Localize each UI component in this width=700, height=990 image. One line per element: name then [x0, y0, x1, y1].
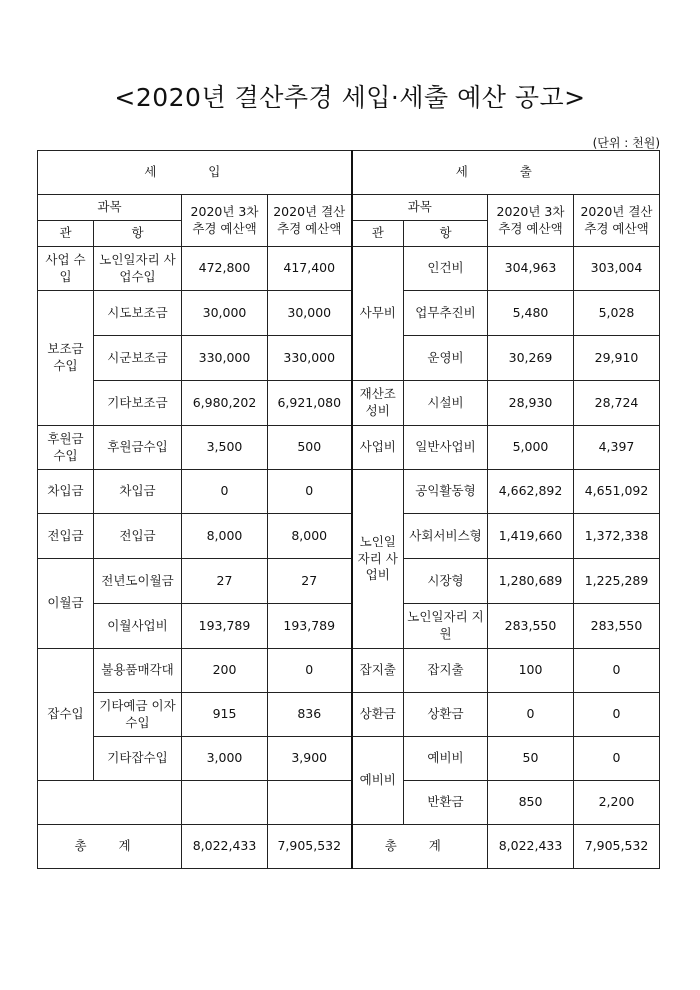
expenditure-value-final: 5,028 [574, 291, 660, 336]
revenue-value-final: 836 [268, 693, 352, 737]
expenditure-value-final: 283,550 [574, 604, 660, 649]
expenditure-item: 사회서비스형 [404, 514, 488, 559]
revenue-value-3rd: 8,000 [182, 514, 268, 559]
revenue-value-3rd: 915 [182, 693, 268, 737]
expenditure-value-3rd: 304,963 [488, 247, 574, 291]
revenue-value-final: 3,900 [268, 737, 352, 781]
revenue-empty-cell [182, 781, 268, 825]
revenue-item: 전년도이월금 [94, 559, 182, 604]
revenue-group: 이월금 [38, 559, 94, 649]
expenditure-item: 시설비 [404, 381, 488, 426]
expenditure-col-3rd: 2020년 3차 추경 예산액 [488, 195, 574, 247]
revenue-total-3rd: 8,022,433 [182, 825, 268, 869]
expenditure-group: 사업비 [352, 426, 404, 470]
revenue-item: 기타예금 이자수입 [94, 693, 182, 737]
expenditure-item: 반환금 [404, 781, 488, 825]
revenue-group: 보조금 수입 [38, 291, 94, 426]
expenditure-group: 재산조 성비 [352, 381, 404, 426]
expenditure-value-final: 1,225,289 [574, 559, 660, 604]
expenditure-value-3rd: 1,419,660 [488, 514, 574, 559]
revenue-value-3rd: 472,800 [182, 247, 268, 291]
expenditure-value-final: 4,651,092 [574, 470, 660, 514]
revenue-header: 세 입 [38, 151, 352, 195]
expenditure-group: 예비비 [352, 737, 404, 825]
expenditure-item: 공익활동형 [404, 470, 488, 514]
expenditure-value-final: 303,004 [574, 247, 660, 291]
expenditure-value-final: 29,910 [574, 336, 660, 381]
revenue-value-3rd: 193,789 [182, 604, 268, 649]
expenditure-item: 잡지출 [404, 649, 488, 693]
page-title: <2020년 결산추경 세입·세출 예산 공고> [114, 83, 586, 112]
revenue-value-final: 27 [268, 559, 352, 604]
expenditure-value-final: 0 [574, 649, 660, 693]
revenue-value-3rd: 330,000 [182, 336, 268, 381]
revenue-value-3rd: 0 [182, 470, 268, 514]
expenditure-value-3rd: 5,000 [488, 426, 574, 470]
expenditure-value-3rd: 283,550 [488, 604, 574, 649]
expenditure-value-final: 2,200 [574, 781, 660, 825]
revenue-value-3rd: 200 [182, 649, 268, 693]
expenditure-value-final: 0 [574, 693, 660, 737]
revenue-value-final: 30,000 [268, 291, 352, 336]
revenue-group: 전입금 [38, 514, 94, 559]
expenditure-item: 노인일자리 지원 [404, 604, 488, 649]
expenditure-total-3rd: 8,022,433 [488, 825, 574, 869]
unit-note: (단위 : 천원) [592, 136, 660, 150]
revenue-item: 시군보조금 [94, 336, 182, 381]
revenue-value-final: 0 [268, 470, 352, 514]
revenue-group: 후원금 수입 [38, 426, 94, 470]
revenue-group: 차입금 [38, 470, 94, 514]
revenue-item: 기타보조금 [94, 381, 182, 426]
expenditure-value-3rd: 0 [488, 693, 574, 737]
expenditure-item: 상환금 [404, 693, 488, 737]
revenue-item: 전입금 [94, 514, 182, 559]
revenue-value-3rd: 3,000 [182, 737, 268, 781]
expenditure-value-final: 28,724 [574, 381, 660, 426]
budget-table [37, 150, 660, 869]
expenditure-item: 시장형 [404, 559, 488, 604]
expenditure-value-3rd: 30,269 [488, 336, 574, 381]
revenue-total-label: 총 계 [38, 825, 182, 869]
revenue-group: 잡수입 [38, 649, 94, 781]
revenue-value-final: 6,921,080 [268, 381, 352, 426]
revenue-value-final: 330,000 [268, 336, 352, 381]
revenue-col-hang: 항 [94, 221, 182, 247]
expenditure-header: 세 출 [352, 151, 660, 195]
revenue-item: 차입금 [94, 470, 182, 514]
expenditure-group: 잡지출 [352, 649, 404, 693]
revenue-item: 후원금수입 [94, 426, 182, 470]
expenditure-value-3rd: 100 [488, 649, 574, 693]
revenue-item: 노인일자리 사업수입 [94, 247, 182, 291]
expenditure-value-final: 0 [574, 737, 660, 781]
expenditure-item: 인건비 [404, 247, 488, 291]
expenditure-item: 운영비 [404, 336, 488, 381]
expenditure-value-3rd: 28,930 [488, 381, 574, 426]
revenue-item: 시도보조금 [94, 291, 182, 336]
revenue-empty-cell [38, 781, 182, 825]
revenue-col-gwan: 관 [38, 221, 94, 247]
expenditure-value-final: 1,372,338 [574, 514, 660, 559]
expenditure-value-3rd: 4,662,892 [488, 470, 574, 514]
revenue-col-3rd: 2020년 3차 추경 예산액 [182, 195, 268, 247]
expenditure-item: 업무추진비 [404, 291, 488, 336]
revenue-item: 기타잡수입 [94, 737, 182, 781]
revenue-col-final: 2020년 결산 추경 예산액 [268, 195, 352, 247]
revenue-value-final: 193,789 [268, 604, 352, 649]
expenditure-col-gwan: 관 [352, 221, 404, 247]
expenditure-group: 사무비 [352, 247, 404, 381]
revenue-empty-cell [268, 781, 352, 825]
revenue-value-final: 0 [268, 649, 352, 693]
revenue-value-final: 417,400 [268, 247, 352, 291]
expenditure-item: 예비비 [404, 737, 488, 781]
revenue-value-3rd: 27 [182, 559, 268, 604]
expenditure-col-hang: 항 [404, 221, 488, 247]
revenue-value-3rd: 3,500 [182, 426, 268, 470]
revenue-item: 불용품매각대 [94, 649, 182, 693]
revenue-total-final: 7,905,532 [268, 825, 352, 869]
expenditure-group: 노인일 자리 사업비 [352, 470, 404, 649]
revenue-item: 이월사업비 [94, 604, 182, 649]
revenue-value-final: 8,000 [268, 514, 352, 559]
expenditure-value-3rd: 50 [488, 737, 574, 781]
expenditure-value-final: 4,397 [574, 426, 660, 470]
revenue-value-3rd: 30,000 [182, 291, 268, 336]
expenditure-item: 일반사업비 [404, 426, 488, 470]
expenditure-group: 상환금 [352, 693, 404, 737]
expenditure-value-3rd: 850 [488, 781, 574, 825]
revenue-group: 사업 수입 [38, 247, 94, 291]
revenue-value-3rd: 6,980,202 [182, 381, 268, 426]
expenditure-total-final: 7,905,532 [574, 825, 660, 869]
expenditure-subject-head: 과목 [352, 195, 488, 221]
revenue-subject-head: 과목 [38, 195, 182, 221]
expenditure-col-final: 2020년 결산 추경 예산액 [574, 195, 660, 247]
revenue-value-final: 500 [268, 426, 352, 470]
expenditure-value-3rd: 5,480 [488, 291, 574, 336]
expenditure-total-label: 총 계 [352, 825, 488, 869]
expenditure-value-3rd: 1,280,689 [488, 559, 574, 604]
